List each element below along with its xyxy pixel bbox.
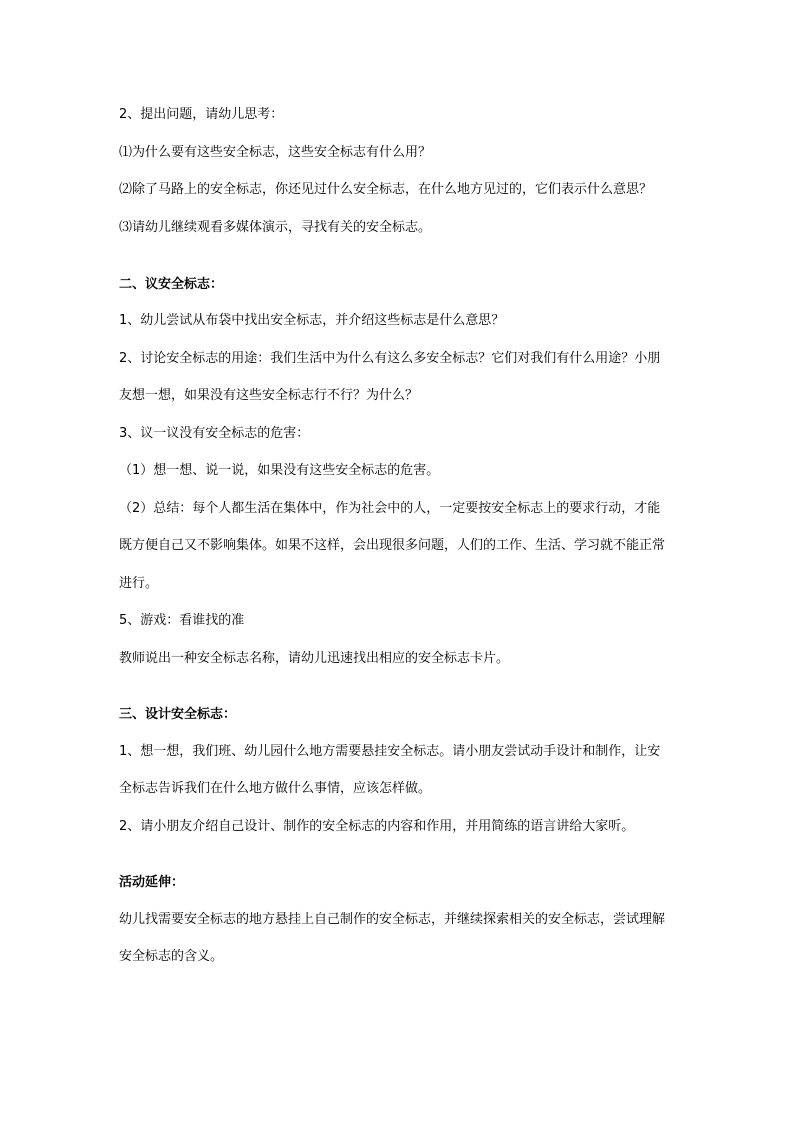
section-2-item-1: 1、幼儿尝试从布袋中找出安全标志，并介绍这些标志是什么意思？ [119,313,505,328]
section-2-heading: 二、议安全标志： [119,277,224,292]
section-2-item-5: 5、游戏：看谁找的准 [119,613,245,628]
activity-extension-line-1: 幼儿找需要安全标志的地方悬挂上自己制作的安全标志，并继续探索相关的安全标志，尝试理解 [119,912,666,927]
section-3-item-2: 2、请小朋友介绍自己设计、制作的安全标志的内容和作用，并用简练的语言讲给大家听。 [119,819,635,834]
section-3-item-1-line-1: 1、想一想，我们班、幼儿园什么地方需要悬挂安全标志。请小朋友尝试动手设计和制作，让安 [119,744,661,759]
question-2: ⑵除了马路上的安全标志，你还见过什么安全标志，在什么地方见过的，它们表示什么意思？ [119,182,653,197]
activity-extension-heading: 活动延伸： [119,875,185,890]
section-2-subitem-2-line-2: 既方便自己又不影响集体。如果不这样，会出现很多问题，人们的工作、生活、学习就不能正常 [119,538,666,553]
activity-extension-line-2: 安全标志的含义。 [119,949,224,964]
section-2-item-3: 3、议一议没有安全标志的危害： [119,426,310,441]
question-3: ⑶请幼儿继续观看多媒体演示，寻找有关的安全标志。 [119,220,432,235]
section-2-subitem-2-line-3: 进行。 [119,576,159,591]
section-3-item-1-line-2: 全标志告诉我们在什么地方做什么事情，应该怎样做。 [119,781,432,796]
section-2-subitem-2-line-1: （2）总结：每个人都生活在集体中，作为社会中的人，一定要按安全标志上的要求行动，才能 [119,501,661,516]
section-2-item-2-line-1: 2、讨论安全标志的用途：我们生活中为什么有这么多安全标志？它们对我们有什么用途？小朋 [119,351,661,366]
section-2-item-5-detail: 教师说出一种安全标志名称，请幼儿迅速找出相应的安全标志卡片。 [119,651,510,666]
section-2-subitem-1: （1）想一想、说一说，如果没有这些安全标志的危害。 [119,463,440,478]
section-2-item-2-line-2: 友想一想，如果没有这些安全标志行不行？为什么？ [119,388,419,403]
step-2-question-heading: 2、提出问题，请幼儿思考： [119,107,284,122]
question-1: ⑴为什么要有这些安全标志，这些安全标志有什么用？ [119,145,432,160]
section-3-heading: 三、设计安全标志： [119,707,237,722]
